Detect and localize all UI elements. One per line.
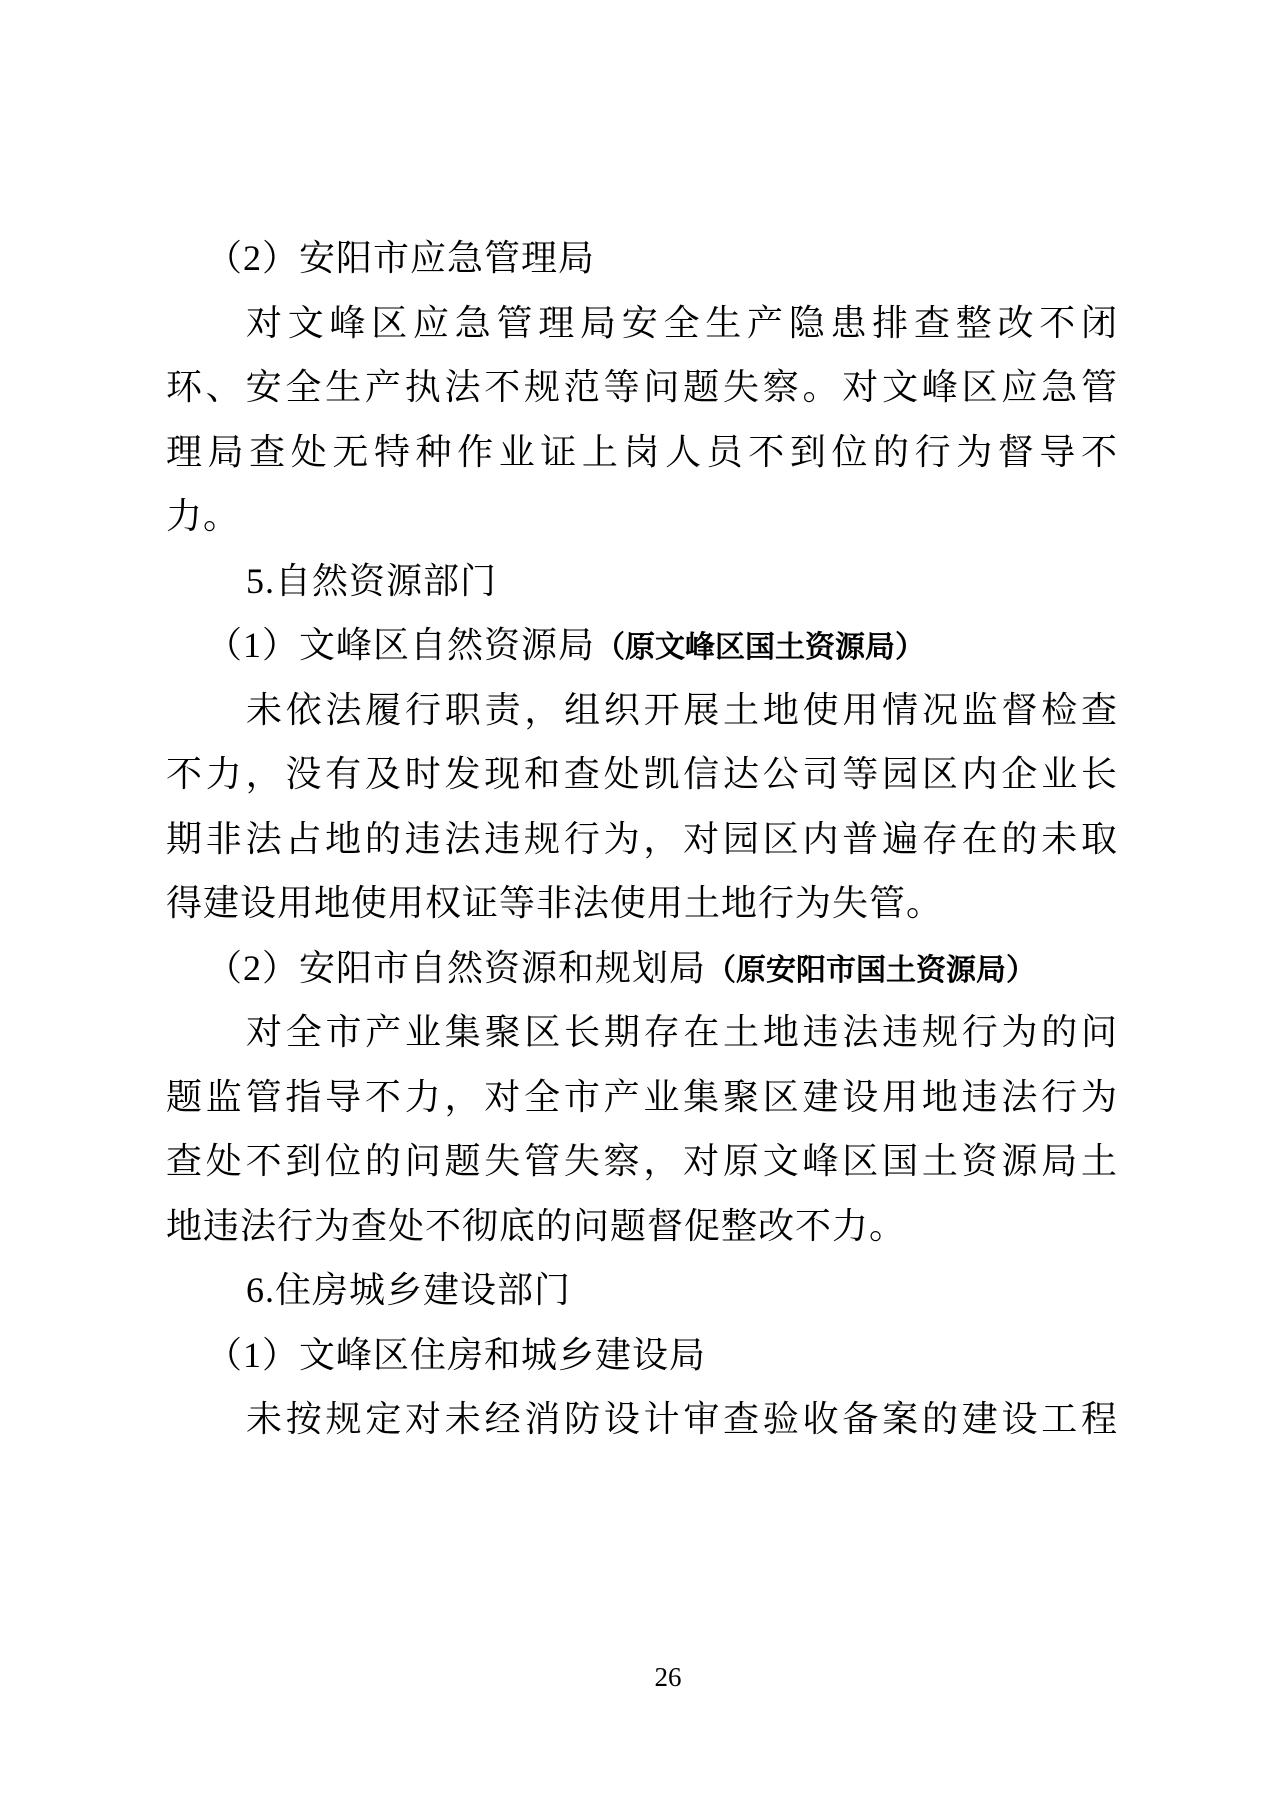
- text-line: [166, 420, 1118, 485]
- text-line: [166, 226, 1118, 291]
- page-body: [166, 226, 1118, 1452]
- text-line: [166, 613, 1118, 678]
- text-line-main: 6.住房城乡建设部门: [246, 1270, 572, 1310]
- text-line: [166, 291, 1118, 356]
- text-line: [166, 871, 1118, 936]
- text-line: [166, 1323, 1118, 1388]
- text-line: [166, 1000, 1118, 1065]
- heading-note: （原安阳市国土资源局）: [706, 953, 1037, 987]
- page-footer: [0, 1660, 1280, 1694]
- text-line: [166, 484, 1118, 549]
- text-line-main: 地违法行为查处不彻底的问题督促整改不力。: [166, 1205, 907, 1246]
- text-line-main: 5.自然资源部门: [246, 560, 498, 601]
- text-line-main: 力。: [166, 496, 241, 536]
- text-line-main: 题监管指导不力，对全市产业集聚区建设用地违法行为: [166, 1076, 1118, 1117]
- text-line-main: （2）安阳市应急管理局: [206, 238, 596, 278]
- text-line-main: （1）文峰区自然资源局: [206, 625, 596, 665]
- text-line: [166, 1129, 1118, 1194]
- text-line: [166, 678, 1118, 743]
- text-line: [166, 549, 1118, 614]
- text-line: [166, 1258, 1118, 1323]
- text-line: [166, 742, 1118, 807]
- page-number: 26: [654, 1662, 682, 1692]
- text-line-main: 不力，没有及时发现和查处凯信达公司等园区内企业长: [166, 754, 1118, 794]
- text-line-main: 理局查处无特种作业证上岗人员不到位的行为督导不: [166, 431, 1118, 472]
- text-line-main: （2）安阳市自然资源和规划局: [206, 947, 707, 988]
- text-line-main: 对全市产业集聚区长期存在土地违法违规行为的问: [246, 1012, 1118, 1052]
- text-line-main: 未按规定对未经消防设计审查验收备案的建设工程: [246, 1399, 1118, 1439]
- text-line: [166, 1194, 1118, 1259]
- text-line-main: 查处不到位的问题失管失察，对原文峰区国土资源局土: [166, 1141, 1118, 1181]
- text-line: [166, 807, 1118, 872]
- text-line: [166, 1387, 1118, 1452]
- text-line: [166, 936, 1118, 1001]
- text-line-main: 未依法履行职责，组织开展土地使用情况监督检查: [246, 689, 1118, 730]
- text-line-main: 对文峰区应急管理局安全生产隐患排查整改不闭: [246, 302, 1118, 343]
- text-line-main: 得建设用地使用权证等非法使用土地行为失管。: [166, 883, 944, 923]
- text-line-main: 期非法占地的违法违规行为，对园区内普遍存在的未取: [166, 818, 1118, 859]
- heading-note: （原文峰区国土资源局）: [595, 631, 926, 664]
- text-line-main: 环、安全生产执法不规范等问题失察。对文峰区应急管: [166, 367, 1118, 407]
- text-line: [166, 1065, 1118, 1130]
- text-line: [166, 355, 1118, 420]
- text-line-main: （1）文峰区住房和城乡建设局: [206, 1334, 707, 1375]
